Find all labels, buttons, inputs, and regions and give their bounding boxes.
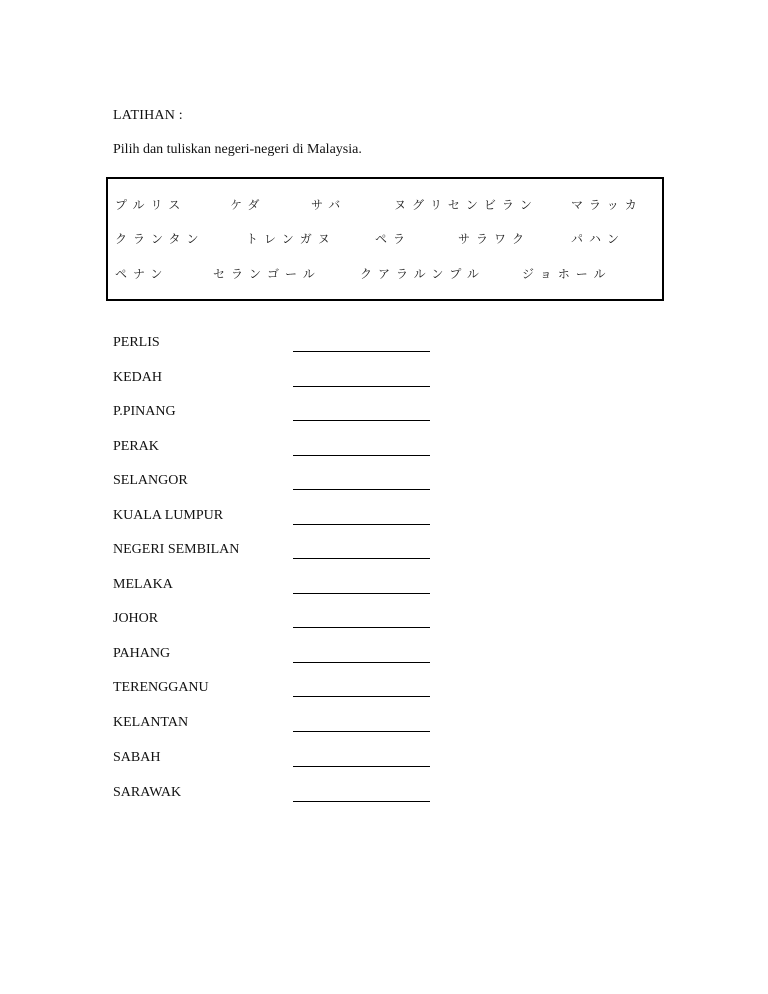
state-label: NEGERI SEMBILAN xyxy=(113,542,240,557)
word-bank-item: ペラ xyxy=(375,232,412,246)
word-bank-item: ヌグリセンビラン xyxy=(394,198,538,212)
state-label: KUALA LUMPUR xyxy=(113,508,224,523)
state-label: SABAH xyxy=(113,750,161,765)
answer-blank[interactable] xyxy=(293,801,430,802)
state-row-kelantan xyxy=(113,715,443,737)
state-label: KELANTAN xyxy=(113,715,189,730)
word-bank-item: クアラルンプル xyxy=(360,267,485,281)
word-bank-item: トレンガヌ xyxy=(246,232,336,246)
word-bank-item: マラッカ xyxy=(571,198,643,212)
state-row-perak xyxy=(113,439,443,461)
answer-blank[interactable] xyxy=(293,731,430,732)
state-row-pahang xyxy=(113,646,443,668)
answer-blank[interactable] xyxy=(293,627,430,628)
state-row-sabah xyxy=(113,750,443,772)
state-row-kedah xyxy=(113,370,443,392)
state-row-perlis xyxy=(113,335,443,357)
state-row-selangor xyxy=(113,473,443,495)
state-label: PAHANG xyxy=(113,646,171,661)
word-bank-item: ペナン xyxy=(115,267,169,281)
state-label: PERLIS xyxy=(113,335,160,350)
word-bank-item: サラワク xyxy=(458,232,531,246)
state-row-kuala-lumpur xyxy=(113,508,443,530)
word-bank-box xyxy=(106,177,664,301)
word-bank-item: サバ xyxy=(311,198,347,212)
state-label: PERAK xyxy=(113,439,159,454)
answer-blank[interactable] xyxy=(293,455,430,456)
state-row-negeri-sembilan xyxy=(113,542,443,564)
state-label: SELANGOR xyxy=(113,473,188,488)
answer-blank[interactable] xyxy=(293,662,430,663)
answer-blank[interactable] xyxy=(293,489,430,490)
state-row-terengganu xyxy=(113,680,443,702)
state-row-sarawak xyxy=(113,785,443,807)
word-bank-item: パハン xyxy=(571,232,626,246)
state-label: JOHOR xyxy=(113,611,159,626)
state-label: KEDAH xyxy=(113,370,162,385)
state-row-johor xyxy=(113,611,443,633)
answer-blank[interactable] xyxy=(293,524,430,525)
answer-blank[interactable] xyxy=(293,696,430,697)
word-bank-item: プルリス xyxy=(115,198,187,212)
answer-blank[interactable] xyxy=(293,766,430,767)
answer-blank[interactable] xyxy=(293,386,430,387)
answer-blank[interactable] xyxy=(293,558,430,559)
instruction-text: Pilih dan tuliskan negeri-negeri di Malaysia. xyxy=(113,142,362,157)
answer-blank[interactable] xyxy=(293,420,430,421)
state-label: MELAKA xyxy=(113,577,173,592)
state-row-ppinang xyxy=(113,404,443,426)
word-bank-item: セランゴール xyxy=(213,267,321,281)
answer-blank[interactable] xyxy=(293,351,430,352)
word-bank-item: クランタン xyxy=(115,232,205,246)
page-title: LATIHAN : xyxy=(113,108,183,123)
word-bank-item: ケダ xyxy=(230,198,266,212)
state-label: P.PINANG xyxy=(113,404,176,419)
state-label: SARAWAK xyxy=(113,785,182,800)
state-label: TERENGGANU xyxy=(113,680,209,695)
state-row-melaka xyxy=(113,577,443,599)
word-bank-item: ジョホール xyxy=(522,267,612,281)
answer-blank[interactable] xyxy=(293,593,430,594)
